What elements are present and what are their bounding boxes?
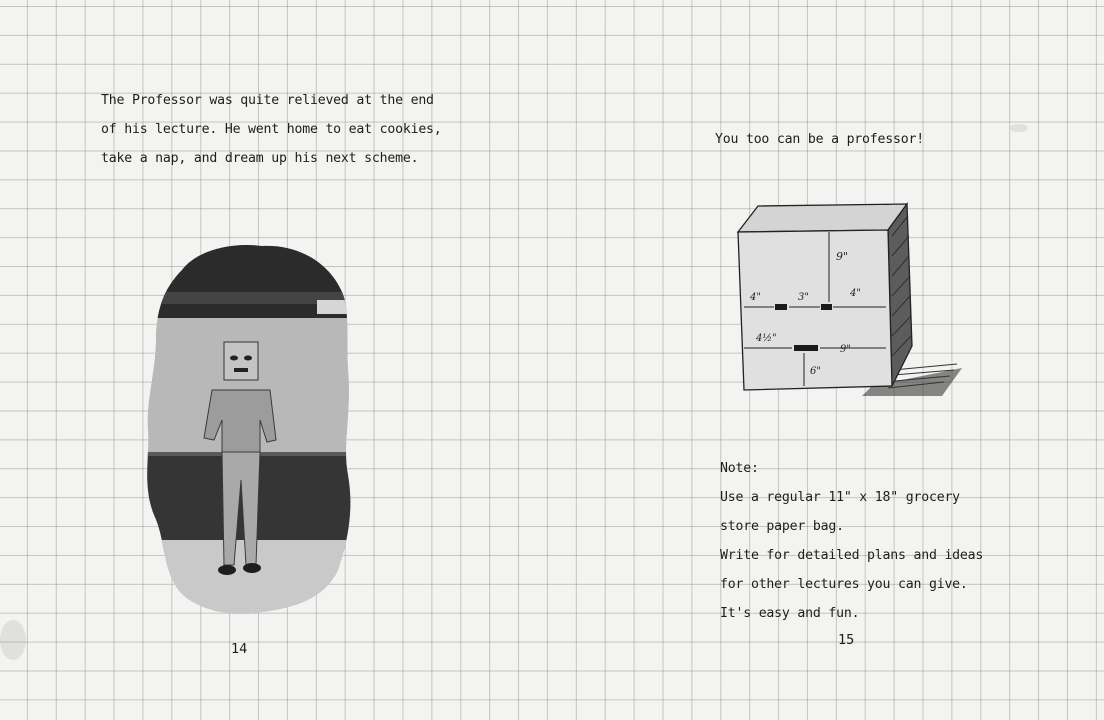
dimension-label: 6" <box>810 366 821 377</box>
story-text <box>101 86 521 173</box>
dimension-label: 4" <box>850 288 861 299</box>
professor-photo <box>142 240 354 618</box>
paper-bag-diagram <box>732 196 964 406</box>
mouth-hole <box>794 345 818 351</box>
note-text <box>720 454 1040 628</box>
dimension-label: 9" <box>840 344 851 355</box>
dimension-label: 4" <box>750 292 761 303</box>
page-heading: You too can be a professor! <box>715 132 924 147</box>
left-eye-hole <box>775 304 787 310</box>
note-line: Note: <box>720 461 759 476</box>
note-line: for other lectures you can give. <box>720 577 968 592</box>
bag-top <box>738 204 907 232</box>
note-line: Write for detailed plans and ideas <box>720 548 984 563</box>
page-number: 14 <box>231 641 248 657</box>
story-line: of his lecture. He went home to eat cookies, <box>101 122 442 137</box>
page-number: 15 <box>838 632 855 648</box>
dimension-label: 9" <box>836 250 849 263</box>
story-line: take a nap, and dream up his next scheme. <box>101 151 419 166</box>
right-page <box>552 0 1104 720</box>
right-eye-hole <box>821 304 832 310</box>
story-line: The Professor was quite relieved at the end <box>101 93 434 108</box>
note-line: store paper bag. <box>720 519 844 534</box>
dimension-label: 3" <box>798 292 809 303</box>
note-line: Use a regular 11" x 18" grocery <box>720 490 960 505</box>
dimension-label: 4½" <box>756 333 777 344</box>
note-line: It's easy and fun. <box>720 606 860 621</box>
